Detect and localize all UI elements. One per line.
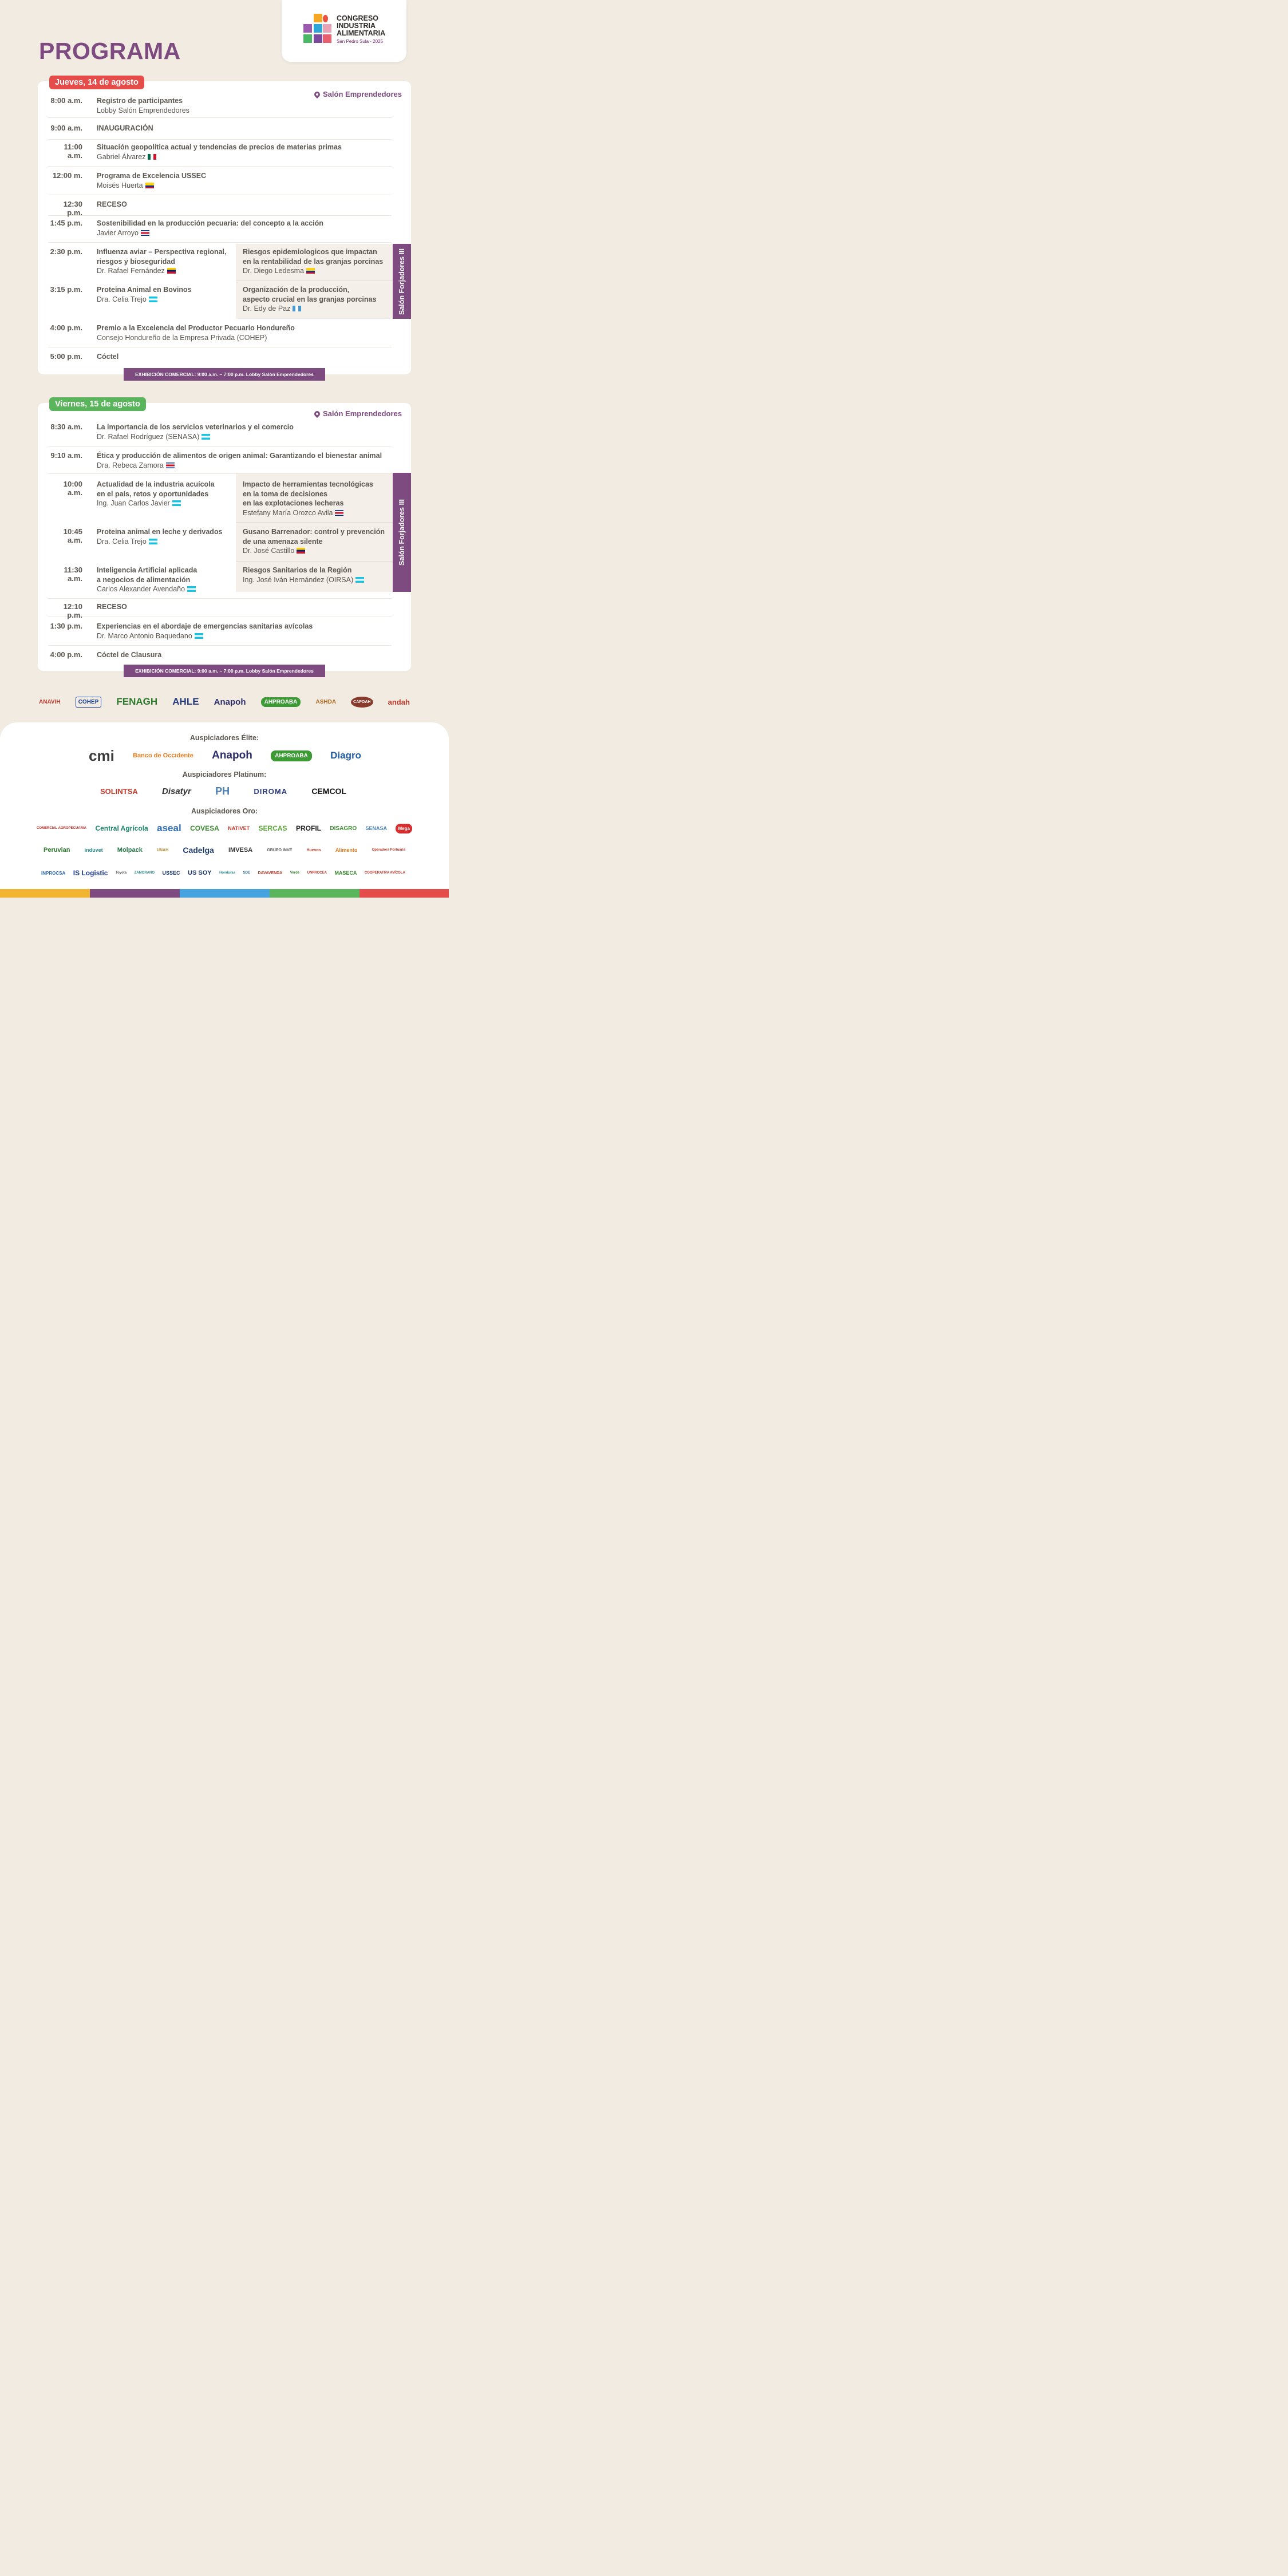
venezuela-flag-icon bbox=[167, 268, 176, 274]
honduras-flag-icon bbox=[187, 586, 196, 592]
gold-sponsors-heading: Auspiciadores Oro: bbox=[191, 807, 258, 815]
exhibition-banner: EXHIBICIÓN COMERCIAL: 9:00 a.m. – 7:00 p.m. Lobby Salón Emprendedores bbox=[124, 368, 325, 381]
association-logo: FENAGH bbox=[116, 696, 158, 707]
association-logo: AHPROABA bbox=[261, 697, 301, 707]
venue-label: Salón Emprendedores bbox=[314, 90, 402, 98]
association-logo: CAPOAH bbox=[351, 697, 373, 708]
congress-logo-card bbox=[282, 0, 406, 62]
association-logo: andah bbox=[388, 697, 410, 706]
schedule-row: 12:10 p.m. RECESO bbox=[48, 602, 392, 617]
venue-label: Salón Emprendedores bbox=[314, 409, 402, 418]
sponsor-logo: Verde bbox=[290, 871, 300, 875]
congress-logo-icon bbox=[303, 14, 332, 44]
footer-color-bar bbox=[90, 889, 180, 898]
sponsor-logo: MASECA bbox=[334, 870, 357, 876]
gold-sponsors-row bbox=[37, 820, 412, 837]
schedule-row: 8:30 a.m. La importancia de los servicios veterinarios y el comercio Dr. Rafael Rodríguez (SENASA) bbox=[48, 422, 392, 447]
elite-sponsors-heading: Auspiciadores Élite: bbox=[189, 734, 259, 742]
gold-sponsors-row bbox=[41, 864, 405, 882]
venezuela-flag-icon bbox=[297, 548, 305, 554]
sponsor-logo: Alimento bbox=[335, 847, 358, 853]
side-room-label: Salón Forjadores III bbox=[393, 244, 411, 319]
sponsor-logo: Central Agrícola bbox=[95, 824, 148, 832]
day-card-friday bbox=[38, 400, 411, 671]
sponsor-logo: Disatyr bbox=[161, 786, 191, 796]
sponsor-logo: USSEC bbox=[162, 870, 180, 876]
schedule-row: 2:30 p.m. Influenza aviar – Perspectiva regional, riesgos y bioseguridad Dr. Rafael Fernández bbox=[50, 247, 227, 275]
exhibition-banner: EXHIBICIÓN COMERCIAL: 9:00 a.m. – 7:00 p.m. Lobby Salón Emprendedores bbox=[124, 665, 325, 677]
sponsor-logo: Mega bbox=[396, 824, 412, 833]
schedule-row: 4:00 p.m. Cóctel de Clausura bbox=[50, 650, 162, 659]
day-card-thursday bbox=[38, 78, 411, 374]
sponsor-logo: NATIVET bbox=[228, 825, 250, 831]
association-logo: ANAVIH bbox=[39, 698, 61, 705]
sponsor-logo: Peruvian bbox=[44, 847, 70, 854]
schedule-row: 1:45 p.m. Sostenibilidad en la producción pecuaria: del concepto a la acción Javier Arroyo bbox=[48, 219, 392, 243]
schedule-row: 11:00 a.m. Situación geopolítica actual y tendencias de precios de materias primas Gabriel Álvarez bbox=[48, 143, 392, 167]
colombia-flag-icon bbox=[145, 183, 154, 188]
honduras-flag-icon bbox=[355, 577, 364, 583]
honduras-flag-icon bbox=[172, 500, 181, 506]
footer-color-bar bbox=[359, 889, 449, 898]
sponsor-logo: induvet bbox=[84, 847, 103, 853]
sponsor-logo: UNAH bbox=[156, 848, 169, 852]
schedule-row: 4:00 p.m. Premio a la Excelencia del Productor Pecuario Hondureño Consejo Hondureño de la Empresa Privada (COHEP) bbox=[48, 323, 392, 347]
sponsor-logo: DAVAVENDA bbox=[258, 871, 283, 875]
schedule-row: 1:30 p.m. Experiencias en el abordaje de emergencias sanitarias avícolas Dr. Marco Antonio Baquedano bbox=[48, 622, 392, 646]
sponsor-logo: Diagro bbox=[330, 750, 361, 761]
costa-rica-flag-icon bbox=[335, 510, 343, 516]
associations-logos bbox=[39, 694, 410, 710]
association-logo: COHEP bbox=[76, 697, 102, 708]
sponsor-logo: CEMCOL bbox=[311, 787, 346, 796]
location-pin-icon bbox=[313, 410, 321, 418]
elite-sponsors-row bbox=[89, 745, 361, 766]
association-logo: Anapoh bbox=[214, 697, 246, 707]
sponsor-logo: COMERCIAL AGROPECUARIA bbox=[37, 827, 87, 830]
association-logo: ASHDA bbox=[315, 698, 337, 705]
logo-subtitle: San Pedro Sula - 2025 bbox=[337, 39, 383, 44]
logo-line-2: INDUSTRIA bbox=[337, 22, 376, 30]
sponsor-logo: PH bbox=[215, 785, 230, 797]
footer-color-bar bbox=[0, 889, 90, 898]
parallel-session: Riesgos Sanitarios de la Región Ing. José Iván Hernández (OIRSA) bbox=[243, 566, 388, 584]
footer-color-bar bbox=[270, 889, 359, 898]
association-logo: AHLE bbox=[172, 696, 199, 707]
sponsor-logo: IMVESA bbox=[228, 847, 253, 854]
schedule-row: 11:30 a.m. Inteligencia Artificial aplicada a negocios de alimentación Carlos Alexander Avendaño bbox=[48, 566, 392, 599]
sponsor-logo: DISAGRO bbox=[330, 825, 357, 832]
sponsor-logo: Banco de Occidente bbox=[133, 752, 193, 759]
sponsor-logo: PROFIL bbox=[295, 824, 321, 832]
sponsor-logo: SDE bbox=[243, 871, 250, 875]
platinum-sponsors-heading: Auspiciadores Platinum: bbox=[182, 771, 267, 779]
honduras-flag-icon bbox=[195, 633, 203, 639]
sponsor-logo: Toyota bbox=[115, 871, 127, 875]
schedule-row: 12:00 m. Programa de Excelencia USSEC Moisés Huerta bbox=[48, 171, 392, 195]
logo-line-3: ALIMENTARIA bbox=[337, 29, 386, 37]
sponsor-logo: INPROCSA bbox=[41, 870, 66, 876]
mexico-flag-icon bbox=[148, 154, 156, 160]
sponsor-logo: aseal bbox=[157, 823, 181, 833]
day-tag: Jueves, 14 de agosto bbox=[49, 76, 144, 89]
schedule-row: 3:15 p.m. Proteina Animal en Bovinos Dra. Celia Trejo bbox=[50, 285, 192, 303]
footer-color-bar bbox=[180, 889, 270, 898]
sponsor-logo: ZAMORANO bbox=[134, 871, 155, 875]
logo-line-1: CONGRESO bbox=[337, 14, 378, 22]
guatemala-flag-icon bbox=[293, 306, 301, 311]
sponsor-logo: AHPROABA bbox=[271, 750, 312, 761]
schedule-row: 5:00 p.m. Cóctel bbox=[50, 352, 119, 361]
costa-rica-flag-icon bbox=[141, 230, 149, 236]
schedule-row: 9:00 a.m. INAUGURACIÓN bbox=[48, 124, 392, 140]
honduras-flag-icon bbox=[149, 539, 157, 544]
day-tag: Viernes, 15 de agosto bbox=[49, 397, 146, 411]
sponsor-logo: Molpack bbox=[117, 847, 143, 854]
sponsor-logo: SERCAS bbox=[258, 824, 287, 832]
honduras-flag-icon bbox=[149, 297, 157, 302]
platinum-sponsors-row bbox=[100, 782, 346, 800]
schedule-row: 8:00 a.m. Registro de participantes Lobby Salón Emprendedores bbox=[48, 96, 392, 118]
sponsor-logo: cmi bbox=[89, 746, 114, 764]
colombia-flag-icon bbox=[306, 268, 315, 274]
sponsors-section bbox=[0, 722, 449, 898]
side-room-label: Salón Forjadores III bbox=[393, 473, 411, 592]
gold-sponsors-row bbox=[44, 841, 405, 859]
sponsor-logo: UNPROCEA bbox=[307, 871, 327, 875]
sponsor-logo: GRUPO INVE bbox=[267, 848, 293, 852]
parallel-session: Riesgos epidemiologicos que impactan en la rentabilidad de las granjas porcinas Dr. Diego Ledesma bbox=[243, 248, 384, 275]
sponsor-logo: US SOY bbox=[188, 870, 212, 876]
sponsor-logo: Honduras bbox=[219, 871, 236, 875]
schedule-row: 12:30 p.m. RECESO bbox=[48, 200, 392, 216]
parallel-session: Gusano Barrenador: control y prevención de una amenaza silente Dr. José Castillo bbox=[243, 528, 385, 555]
sponsor-logo: Huevos bbox=[306, 848, 321, 852]
schedule-row: 10:45 a.m. Proteina animal en leche y derivados Dra. Celia Trejo bbox=[63, 527, 223, 546]
sponsor-logo: Anapoh bbox=[212, 749, 252, 761]
honduras-flag-icon bbox=[202, 434, 210, 440]
schedule-row: 10:00 a.m. Actualidad de la industria acuícola en el país, retos y oportunidades Ing. Juan Carlos Javier bbox=[63, 480, 215, 507]
sponsor-logo: IS Logistic bbox=[73, 869, 108, 877]
sponsor-logo: Cadelga bbox=[183, 846, 214, 855]
costa-rica-flag-icon bbox=[166, 463, 175, 468]
parallel-session: Impacto de herramientas tecnológicas en la toma de decisiones en las explotaciones lecheras Estefany María Orozco Avila bbox=[243, 480, 373, 517]
parallel-session: Organización de la producción, aspecto crucial en las granjas porcinas Dr. Edy de Paz bbox=[243, 286, 377, 313]
sponsor-logo: SOLINTSA bbox=[100, 787, 138, 796]
sponsor-logo: COVESA bbox=[190, 824, 219, 832]
sponsor-logo: SENASA bbox=[365, 825, 388, 831]
page-title: PROGRAMA bbox=[39, 38, 181, 64]
sponsor-logo: Operadora Portuaria bbox=[372, 848, 405, 852]
sponsor-logo: COOPERATIVA AVÍCOLA bbox=[364, 871, 405, 875]
sponsor-logo: DIROMA bbox=[254, 787, 288, 796]
schedule-row: 9:10 a.m. Ética y producción de alimentos de origen animal: Garantizando el bienestar animal Dra. Rebeca Zamora bbox=[48, 451, 392, 474]
